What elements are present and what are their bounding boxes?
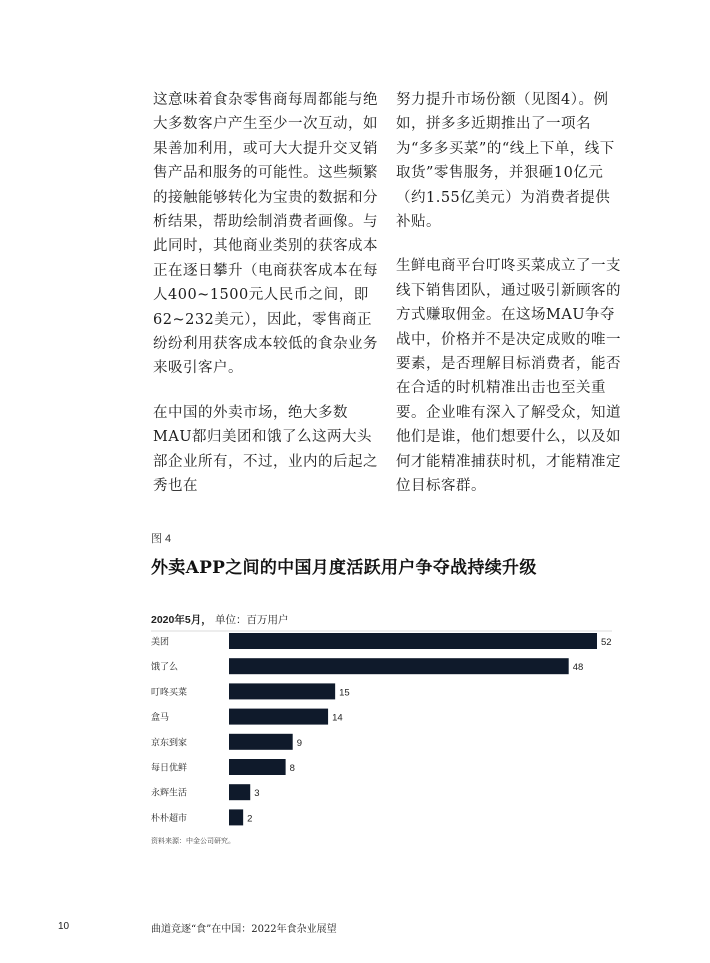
bar-value-label: 52 <box>601 637 612 648</box>
footer-title: 曲道竞逐“食”在中国：2022年食杂业展望 <box>151 924 337 935</box>
figure-title: 外卖APP之间的中国月度活跃用户争夺战持续升级 <box>151 558 537 578</box>
page-number: 10 <box>58 921 70 932</box>
bar-value-label: 3 <box>254 788 260 800</box>
bar <box>229 759 286 775</box>
bar <box>229 784 250 800</box>
bar-category-label: 饿了么 <box>151 662 179 673</box>
body-paragraph: 这意味着食杂零售商每周都能与绝大多数客户产生至少一次互动，如果善加利用，或可大大提升交叉销售产品和服务的可能性。这些频繁的接触能够转化为宝贵的数据和分析结果，帮助绘制消费者画像。与此同时，其他商业类别的获客成本正在逐日攀升（电商获客成本在每人400~1500元人民币之间，即62~232美元），因此，零售商正纷纷利用获客成本较低的食杂业务来吸引客户。 <box>153 92 378 377</box>
bar <box>229 709 328 725</box>
chart-date: 2020年5月， <box>151 614 212 626</box>
body-paragraph: 生鲜电商平台叮咚买菜成立了一支线下销售团队，通过吸引新顾客的方式赚取佣金。在这场MAU争夺战中，价格并不是决定成败的唯一要素，是否理解目标消费者，能否在合适的时机精准出击也至关重要。企业唯有深入了解受众，知道他们是谁，他们想要什么，以及如何才能精准捕获时机，才能精准定位目标客群。 <box>396 258 621 495</box>
figure-label: 图 4 <box>151 533 172 545</box>
bar-category-label: 盒马 <box>151 713 170 724</box>
bar-value-label: 15 <box>339 687 350 699</box>
bar-category-label: 朴朴超市 <box>151 813 188 824</box>
bar-category-label: 叮咚买菜 <box>151 687 188 698</box>
bar-value-label: 14 <box>332 712 343 724</box>
bar-value-label: 2 <box>247 813 253 825</box>
body-paragraph: 努力提升市场份额（见图4）。例如，拼多多近期推出了一项名为“多多买菜”的“线上下单，线下取货”零售服务，并狠砸10亿元（约1.55亿美元）为消费者提供补贴。 <box>396 92 615 231</box>
bar <box>229 633 597 649</box>
bar-value-label: 8 <box>289 763 295 774</box>
bar <box>229 734 293 750</box>
bar <box>229 658 569 674</box>
bar-category-label: 每日优鲜 <box>151 763 188 774</box>
body-paragraph: 在中国的外卖市场，绝大多数MAU都归美团和饿了么这两大头部企业所有，不过，业内的后起之秀也在 <box>153 404 378 495</box>
bar-category-label: 美团 <box>151 637 170 648</box>
bar-category-label: 永辉生活 <box>151 788 188 799</box>
bar-value-label: 48 <box>572 662 584 674</box>
bar-category-label: 京东到家 <box>151 738 188 749</box>
chart-unit: 单位：百万用户 <box>215 614 289 626</box>
bar <box>229 809 243 825</box>
bar-value-label: 9 <box>296 737 302 749</box>
bar <box>229 683 335 699</box>
figure-source: 资料来源：中金公司研究。 <box>151 837 235 845</box>
